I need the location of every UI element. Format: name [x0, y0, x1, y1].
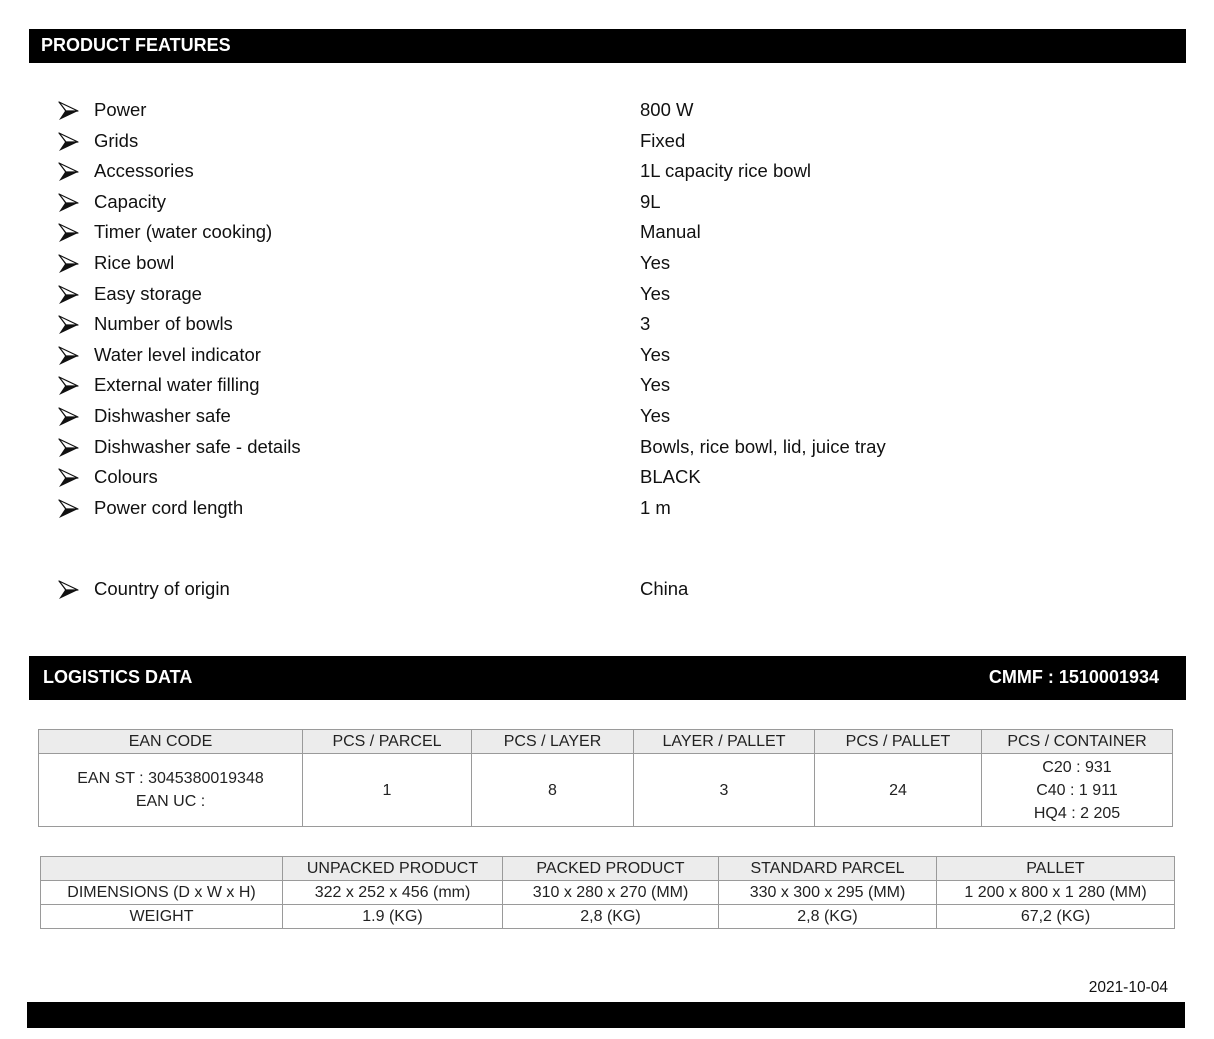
- feature-row: [0, 374, 1214, 404]
- feature-label: Accessories: [94, 160, 194, 182]
- feature-label: Power: [94, 99, 147, 120]
- feature-value: Yes: [640, 405, 671, 426]
- arrow-bullet-icon: [57, 467, 79, 489]
- arrow-bullet-icon: [57, 161, 79, 183]
- layer-pallet-value: 3: [634, 754, 815, 827]
- feature-row: [0, 221, 1214, 251]
- feature-label: Number of bowls: [94, 313, 233, 335]
- pcs-layer-value: 8: [472, 754, 634, 827]
- feature-value: 1L capacity rice bowl: [640, 160, 812, 182]
- document-date: 2021-10-04: [1088, 979, 1168, 996]
- pcs-pallet-value: 24: [815, 754, 982, 827]
- feature-value: Yes: [640, 343, 671, 365]
- arrow-bullet-icon: [57, 345, 79, 367]
- logistics-data-header: [29, 656, 1186, 700]
- arrow-bullet-icon: [57, 375, 79, 397]
- dimensions-parcel: 330 x 300 x 295 (MM): [719, 881, 937, 905]
- feature-row: [0, 252, 1214, 282]
- arrow-bullet-icon: [57, 498, 79, 520]
- pcs-container-header: PCS / CONTAINER: [982, 730, 1173, 754]
- unpacked-product-header: UNPACKED PRODUCT: [283, 857, 503, 881]
- weight-unpacked: 1.9 (KG): [283, 905, 503, 929]
- ean-table: [38, 729, 1173, 827]
- feature-value: China: [640, 578, 689, 599]
- pcs-container-cell: [982, 754, 1173, 827]
- feature-row: [0, 160, 1214, 190]
- footer-bar: [27, 1002, 1185, 1028]
- feature-label: Country of origin: [94, 578, 230, 599]
- feature-label: Capacity: [94, 190, 166, 212]
- feature-row: [0, 130, 1214, 160]
- feature-value: Fixed: [640, 129, 686, 151]
- weight-label: WEIGHT: [41, 905, 283, 929]
- arrow-bullet-icon: [57, 222, 79, 244]
- feature-row: [0, 466, 1214, 496]
- feature-label: Colours: [94, 466, 158, 488]
- container-hq4: HQ4 : 2 205: [1033, 804, 1121, 822]
- arrow-bullet-icon: [57, 253, 79, 275]
- dimensions-unpacked: 322 x 252 x 456 (mm): [283, 881, 503, 905]
- feature-row: [0, 344, 1214, 374]
- arrow-bullet-icon: [57, 100, 79, 122]
- feature-value: 800 W: [640, 99, 694, 120]
- weight-packed: 2,8 (KG): [503, 905, 719, 929]
- container-c20: C20 : 931: [1042, 758, 1112, 776]
- feature-label: Easy storage: [94, 282, 202, 304]
- feature-row: [0, 405, 1214, 435]
- ean-uc: EAN UC :: [135, 793, 206, 810]
- dimensions-corner-cell: [41, 857, 283, 881]
- feature-value: 3: [640, 313, 651, 335]
- dimensions-pallet: 1 200 x 800 x 1 280 (MM): [937, 881, 1175, 905]
- dimensions-packed: 310 x 280 x 270 (MM): [503, 881, 719, 905]
- product-features-title: PRODUCT FEATURES: [41, 35, 231, 55]
- product-features-header: [29, 29, 1186, 63]
- feature-label: Water level indicator: [94, 343, 261, 365]
- feature-label: External water filling: [94, 374, 260, 396]
- ean-st: EAN ST : 3045380019348: [77, 770, 264, 787]
- dimensions-table: [40, 856, 1175, 929]
- feature-label: Grids: [94, 129, 139, 151]
- container-c40: C40 : 1 911: [1036, 781, 1118, 799]
- dimensions-label: DIMENSIONS (D x W x H): [41, 881, 283, 905]
- feature-value: 9L: [640, 190, 661, 212]
- arrow-bullet-icon: [57, 579, 79, 601]
- cmmf-code: CMMF : 1510001934: [988, 667, 1159, 687]
- feature-label: Dishwasher safe: [94, 405, 231, 426]
- feature-value: Yes: [640, 374, 671, 396]
- feature-row: [0, 313, 1214, 343]
- weight-row: [41, 905, 1175, 929]
- feature-row: [0, 497, 1214, 527]
- feature-label: Dishwasher safe - details: [94, 435, 301, 457]
- standard-parcel-header: STANDARD PARCEL: [719, 857, 937, 881]
- arrow-bullet-icon: [57, 406, 79, 428]
- feature-row: [0, 191, 1214, 221]
- pcs-parcel-header: PCS / PARCEL: [303, 730, 472, 754]
- packed-product-header: PACKED PRODUCT: [503, 857, 719, 881]
- layer-pallet-header: LAYER / PALLET: [634, 730, 815, 754]
- weight-pallet: 67,2 (KG): [937, 905, 1175, 929]
- arrow-bullet-icon: [57, 437, 79, 459]
- feature-value: Bowls, rice bowl, lid, juice tray: [640, 435, 886, 457]
- feature-value: Yes: [640, 282, 671, 304]
- ean-code-header: EAN CODE: [39, 730, 303, 754]
- arrow-bullet-icon: [57, 131, 79, 153]
- feature-value: BLACK: [640, 466, 701, 488]
- feature-row: [0, 283, 1214, 313]
- feature-label: Rice bowl: [94, 252, 175, 273]
- arrow-bullet-icon: [57, 284, 79, 306]
- pcs-pallet-header: PCS / PALLET: [815, 730, 982, 754]
- pcs-parcel-value: 1: [303, 754, 472, 827]
- pcs-layer-header: PCS / LAYER: [472, 730, 634, 754]
- feature-label: Timer (water cooking): [94, 221, 273, 243]
- feature-value: Yes: [640, 252, 671, 273]
- ean-table-row: [39, 754, 1173, 827]
- ean-code-cell: [39, 754, 303, 827]
- arrow-bullet-icon: [57, 314, 79, 336]
- ean-table-header-row: [39, 730, 1173, 754]
- feature-label: Power cord length: [94, 496, 244, 518]
- logistics-data-title: LOGISTICS DATA: [43, 667, 193, 687]
- feature-value: Manual: [640, 221, 701, 243]
- feature-row: [0, 436, 1214, 466]
- weight-parcel: 2,8 (KG): [719, 905, 937, 929]
- dimensions-header-row: [41, 857, 1175, 881]
- dimensions-row: [41, 881, 1175, 905]
- feature-row: [0, 99, 1214, 129]
- arrow-bullet-icon: [57, 192, 79, 214]
- pallet-header: PALLET: [937, 857, 1175, 881]
- feature-value: 1 m: [640, 496, 671, 518]
- feature-row: [0, 578, 1214, 608]
